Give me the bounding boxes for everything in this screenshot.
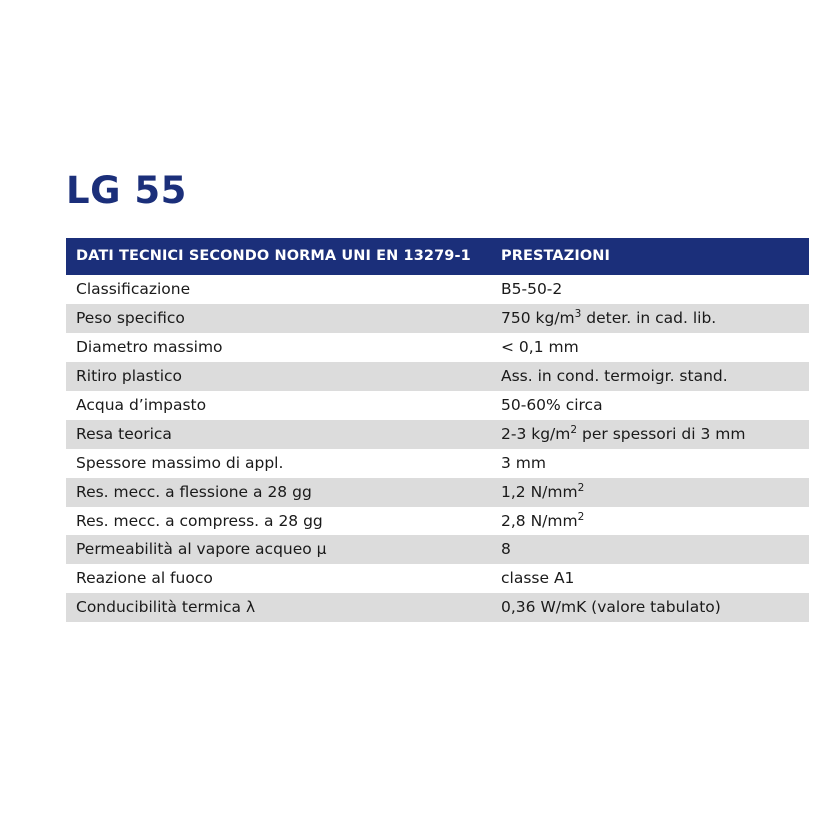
table-cell-value: < 0,1 mm [491, 333, 809, 362]
table-row [66, 391, 809, 420]
table-cell-value: B5-50-2 [491, 275, 809, 304]
table-cell-label: Res. mecc. a compress. a 28 gg [66, 507, 491, 536]
table-cell-label: Resa teorica [66, 420, 491, 449]
table-cell-value: 50-60% circa [491, 391, 809, 420]
table-row [66, 449, 809, 478]
table-cell-value: 2,8 $N/mm^2$ [491, 507, 809, 536]
table-cell-value: 0,36 W/mK (valore tabulato) [491, 593, 809, 622]
technical-data-table [66, 238, 809, 622]
table-row [66, 333, 809, 362]
table-cell-label: Ritiro plastico [66, 362, 491, 391]
table-body [66, 275, 809, 622]
table-cell-label: Diametro massimo [66, 333, 491, 362]
table-row [66, 593, 809, 622]
table-header-row [66, 238, 809, 275]
table-header-cell-dati-tecnici: DATI TECNICI SECONDO NORMA UNI EN 13279-1 [66, 238, 491, 275]
page-title: LG 55 [66, 169, 187, 212]
table-cell-value: Ass. in cond. termoigr. stand. [491, 362, 809, 391]
table-row [66, 564, 809, 593]
technical-data-table-container [66, 238, 769, 622]
table-cell-value: 8 [491, 535, 809, 564]
table-row [66, 362, 809, 391]
table-row [66, 478, 809, 507]
table-cell-value: 3 mm [491, 449, 809, 478]
table-row [66, 304, 809, 333]
table-cell-label: Peso specifico [66, 304, 491, 333]
table-row [66, 275, 809, 304]
table-header [66, 238, 809, 275]
table-cell-label: Permeabilità al vapore acqueo μ [66, 535, 491, 564]
table-cell-label: Spessore massimo di appl. [66, 449, 491, 478]
table-cell-label: Reazione al fuoco [66, 564, 491, 593]
table-cell-value: 750 $kg/m^3$ deter. in cad. lib. [491, 304, 809, 333]
table-cell-label: Conducibilità termica λ [66, 593, 491, 622]
table-cell-value: 1,2 $N/mm^2$ [491, 478, 809, 507]
table-row [66, 507, 809, 536]
table-row [66, 535, 809, 564]
table-cell-label: Acqua d’impasto [66, 391, 491, 420]
table-header-cell-prestazioni: PRESTAZIONI [491, 238, 809, 275]
table-cell-label: Res. mecc. a flessione a 28 gg [66, 478, 491, 507]
table-cell-label: Classificazione [66, 275, 491, 304]
table-cell-value: 2-3 $kg/m^2$ per spessori di 3 mm [491, 420, 809, 449]
table-row [66, 420, 809, 449]
table-cell-value: classe A1 [491, 564, 809, 593]
